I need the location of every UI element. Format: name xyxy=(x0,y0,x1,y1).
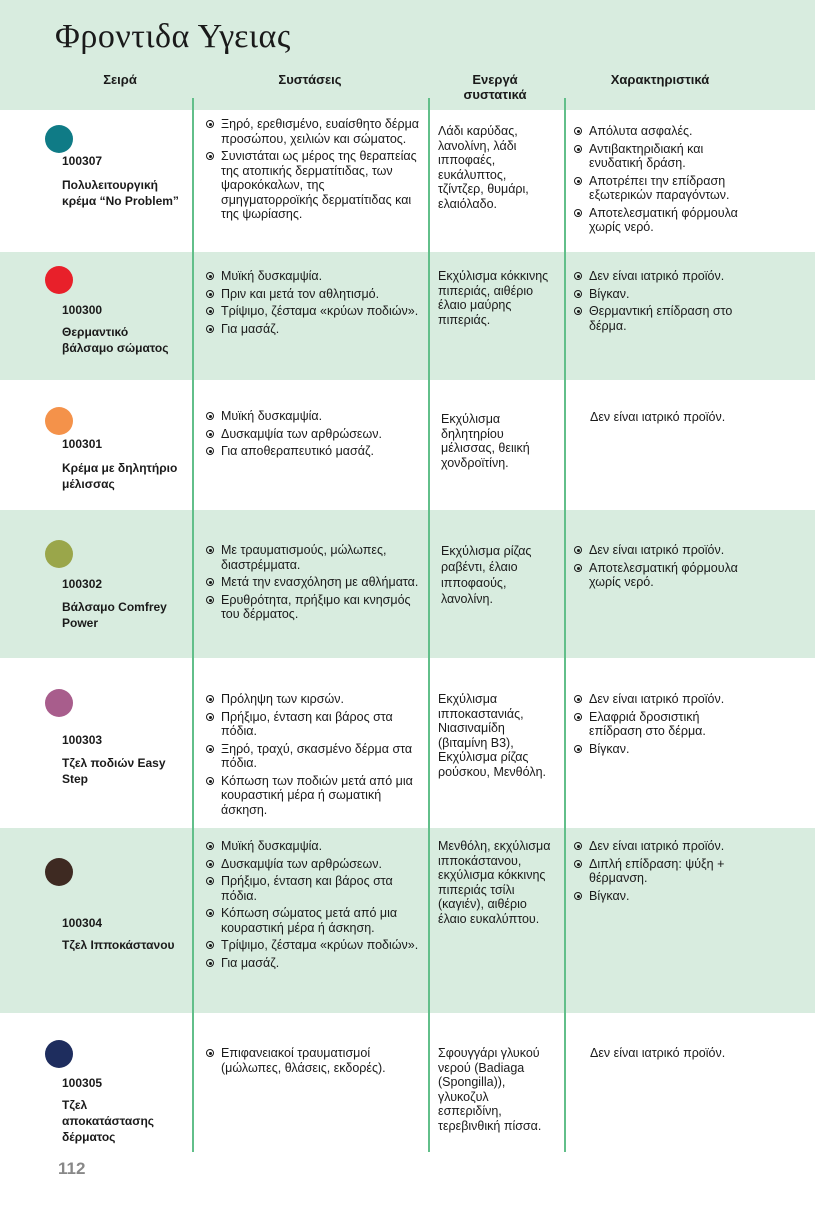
recommendation-item: Συνιστάται ως μέρος της θεραπείας της ατοπικής δερματίτιδας, των ψαροκόκαλων, της σμηγματορροϊκής δερματίτιδας και της ψωρίασης. xyxy=(205,149,425,222)
recommendations-list xyxy=(205,543,425,625)
recommendation-item: Κόπωση σώματος μετά από μια κουραστική μέρα ή άσκηση. xyxy=(205,906,425,935)
features-list xyxy=(573,839,748,906)
recommendation-item: Μυϊκή δυσκαμψία. xyxy=(205,839,425,854)
product-row xyxy=(0,110,815,252)
col-header-features: Χαρακτηριστικά xyxy=(610,72,710,87)
feature-item: Δεν είναι ιατρικό προϊόν. xyxy=(573,692,748,707)
recommendation-item: Πρήξιμο, ένταση και βάρος στα πόδια. xyxy=(205,874,425,903)
feature-item: Δεν είναι ιατρικό προϊόν. xyxy=(573,839,748,854)
recommendations-list xyxy=(205,117,425,225)
feature-item: Βίγκαν. xyxy=(573,287,748,302)
recommendations-list xyxy=(205,839,425,973)
feature-item: Αποτελεσματική φόρμουλα χωρίς νερό. xyxy=(573,206,748,235)
recommendation-item: Ξηρό, ερεθισμένο, ευαίσθητο δέρμα προσώπου, χειλιών και σώματος. xyxy=(205,117,425,146)
ingredients-text: Εκχύλισμα δηλητηρίου μέλισσας, θειική χονδροϊτίνη. xyxy=(441,412,530,470)
recommendation-item: Για αποθεραπευτικό μασάζ. xyxy=(205,444,425,459)
ingredients-text: Σφουγγάρι γλυκού νερού (Badiaga (Spongilla)), γλυκοζυλ εσπεριδίνη, τερεβινθική πίσσα. xyxy=(438,1046,542,1133)
recommendation-item: Μετά την ενασχόληση με αθλήματα. xyxy=(205,575,425,590)
features-list xyxy=(573,692,748,759)
ingredients-text: Λάδι καρύδας, λανολίνη, λάδι ιπποφαές, ευκάλυπτος, τζίντζερ, θυμάρι, ελαιόλαδο. xyxy=(438,124,529,211)
column-divider xyxy=(428,98,430,1152)
feature-item: Ελαφριά δροσιστική επίδραση στο δέρμα. xyxy=(573,710,748,739)
recommendation-item: Για μασάζ. xyxy=(205,322,425,337)
feature-item: Αντιβακτηριδιακή και ενυδατική δράση. xyxy=(573,142,748,171)
product-code: 100304 xyxy=(62,916,103,930)
product-code: 100301 xyxy=(62,437,103,451)
recommendations-list xyxy=(205,269,425,339)
recommendation-item: Δυσκαμψία των αρθρώσεων. xyxy=(205,427,425,442)
col-header-series: Σειρά xyxy=(103,72,137,87)
features-text: Δεν είναι ιατρικό προϊόν. xyxy=(590,410,726,424)
feature-item: Αποτελεσματική φόρμουλα χωρίς νερό. xyxy=(573,561,748,590)
product-row xyxy=(0,658,815,828)
product-code: 100300 xyxy=(62,303,103,317)
ingredients-text: Μενθόλη, εκχύλισμα ιπποκάστανου, εκχύλισμα κόκκινης πιπεριάς τσίλι (καγιέν), αιθέριο έλαιο ευκαλύπτου. xyxy=(438,839,551,926)
feature-item: Δεν είναι ιατρικό προϊόν. xyxy=(573,269,748,284)
product-row xyxy=(0,252,815,380)
product-color-dot xyxy=(45,689,73,717)
product-row xyxy=(0,828,815,1013)
product-code: 100307 xyxy=(62,154,103,168)
product-code: 100302 xyxy=(62,577,103,591)
product-name: Θερμαντικό βάλσαμο σώματος xyxy=(62,325,169,355)
recommendations-list xyxy=(205,692,425,820)
product-row xyxy=(0,1013,815,1153)
ingredients-text: Εκχύλισμα ιπποκαστανιάς, Νιασιναμίδη (βιταμίνη Β3), Εκχύλισμα ρίζας ρούσκου, Μενθόλη. xyxy=(438,692,547,779)
recommendation-item: Τρίψιμο, ζέσταμα «κρύων ποδιών». xyxy=(205,938,425,953)
page-title: Φροντιδα Υγειας xyxy=(55,18,291,55)
recommendations-list xyxy=(205,409,425,462)
recommendation-item: Ξηρό, τραχύ, σκασμένο δέρμα στα πόδια. xyxy=(205,742,425,771)
feature-item: Θερμαντική επίδραση στο δέρμα. xyxy=(573,304,748,333)
recommendation-item: Ερυθρότητα, πρήξιμο και κνησμός του δέρματος. xyxy=(205,593,425,622)
features-list xyxy=(573,543,748,593)
recommendation-item: Με τραυματισμούς, μώλωπες, διαστρέμματα. xyxy=(205,543,425,572)
product-name: Πολυλειτουργική κρέμα “No Problem” xyxy=(62,178,179,208)
product-name: Τζελ αποκατάστασης δέρματος xyxy=(62,1098,155,1144)
recommendation-item: Πρήξιμο, ένταση και βάρος στα πόδια. xyxy=(205,710,425,739)
product-name: Βάλσαμο Comfrey Power xyxy=(62,600,167,630)
col-header-recommendations: Συστάσεις xyxy=(278,72,342,87)
product-code: 100305 xyxy=(62,1076,103,1090)
feature-item: Απόλυτα ασφαλές. xyxy=(573,124,748,139)
features-list xyxy=(573,124,748,238)
product-color-dot xyxy=(45,540,73,568)
ingredients-text: Εκχύλισμα ρίζας ραβέντι, έλαιο ιπποφαούς, λανολίνη. xyxy=(441,544,532,606)
features-list xyxy=(573,269,748,336)
recommendation-item: Πριν και μετά τον αθλητισμό. xyxy=(205,287,425,302)
ingredients-text: Εκχύλισμα κόκκινης πιπεριάς, αιθέριο έλαιο μαύρης πιπεριάς. xyxy=(438,269,549,327)
recommendation-item: Μυϊκή δυσκαμψία. xyxy=(205,409,425,424)
recommendation-item: Για μασάζ. xyxy=(205,956,425,971)
feature-item: Δεν είναι ιατρικό προϊόν. xyxy=(573,543,748,558)
product-color-dot xyxy=(45,407,73,435)
product-name: Τζελ Ιπποκάστανου xyxy=(62,938,175,952)
recommendation-item: Πρόληψη των κιρσών. xyxy=(205,692,425,707)
feature-item: Βίγκαν. xyxy=(573,742,748,757)
product-color-dot xyxy=(45,858,73,886)
product-code: 100303 xyxy=(62,733,103,747)
feature-item: Διπλή επίδραση: ψύξη + θέρμανση. xyxy=(573,857,748,886)
product-name: Τζελ ποδιών Easy Step xyxy=(62,756,166,786)
recommendations-list xyxy=(205,1046,425,1078)
product-color-dot xyxy=(45,1040,73,1068)
recommendation-item: Κόπωση των ποδιών μετά από μια κουραστική μέρα ή σωματική άσκηση. xyxy=(205,774,425,818)
feature-item: Αποτρέπει την επίδραση εξωτερικών παραγόντων. xyxy=(573,174,748,203)
product-color-dot xyxy=(45,266,73,294)
product-color-dot xyxy=(45,125,73,153)
col-header-ingredients: Ενεργά συστατικά xyxy=(463,72,527,102)
column-divider xyxy=(192,98,194,1152)
recommendation-item: Επιφανειακοί τραυματισμοί (μώλωπες, θλάσεις, εκδορές). xyxy=(205,1046,425,1075)
feature-item: Βίγκαν. xyxy=(573,889,748,904)
features-text: Δεν είναι ιατρικό προϊόν. xyxy=(590,1046,726,1060)
page-number: 112 xyxy=(58,1159,86,1178)
product-name: Κρέμα με δηλητήριο μέλισσας xyxy=(62,461,178,491)
recommendation-item: Τρίψιμο, ζέσταμα «κρύων ποδιών». xyxy=(205,304,425,319)
product-row xyxy=(0,380,815,510)
recommendation-item: Μυϊκή δυσκαμψία. xyxy=(205,269,425,284)
recommendation-item: Δυσκαμψία των αρθρώσεων. xyxy=(205,857,425,872)
product-row xyxy=(0,510,815,658)
column-divider xyxy=(564,98,566,1152)
